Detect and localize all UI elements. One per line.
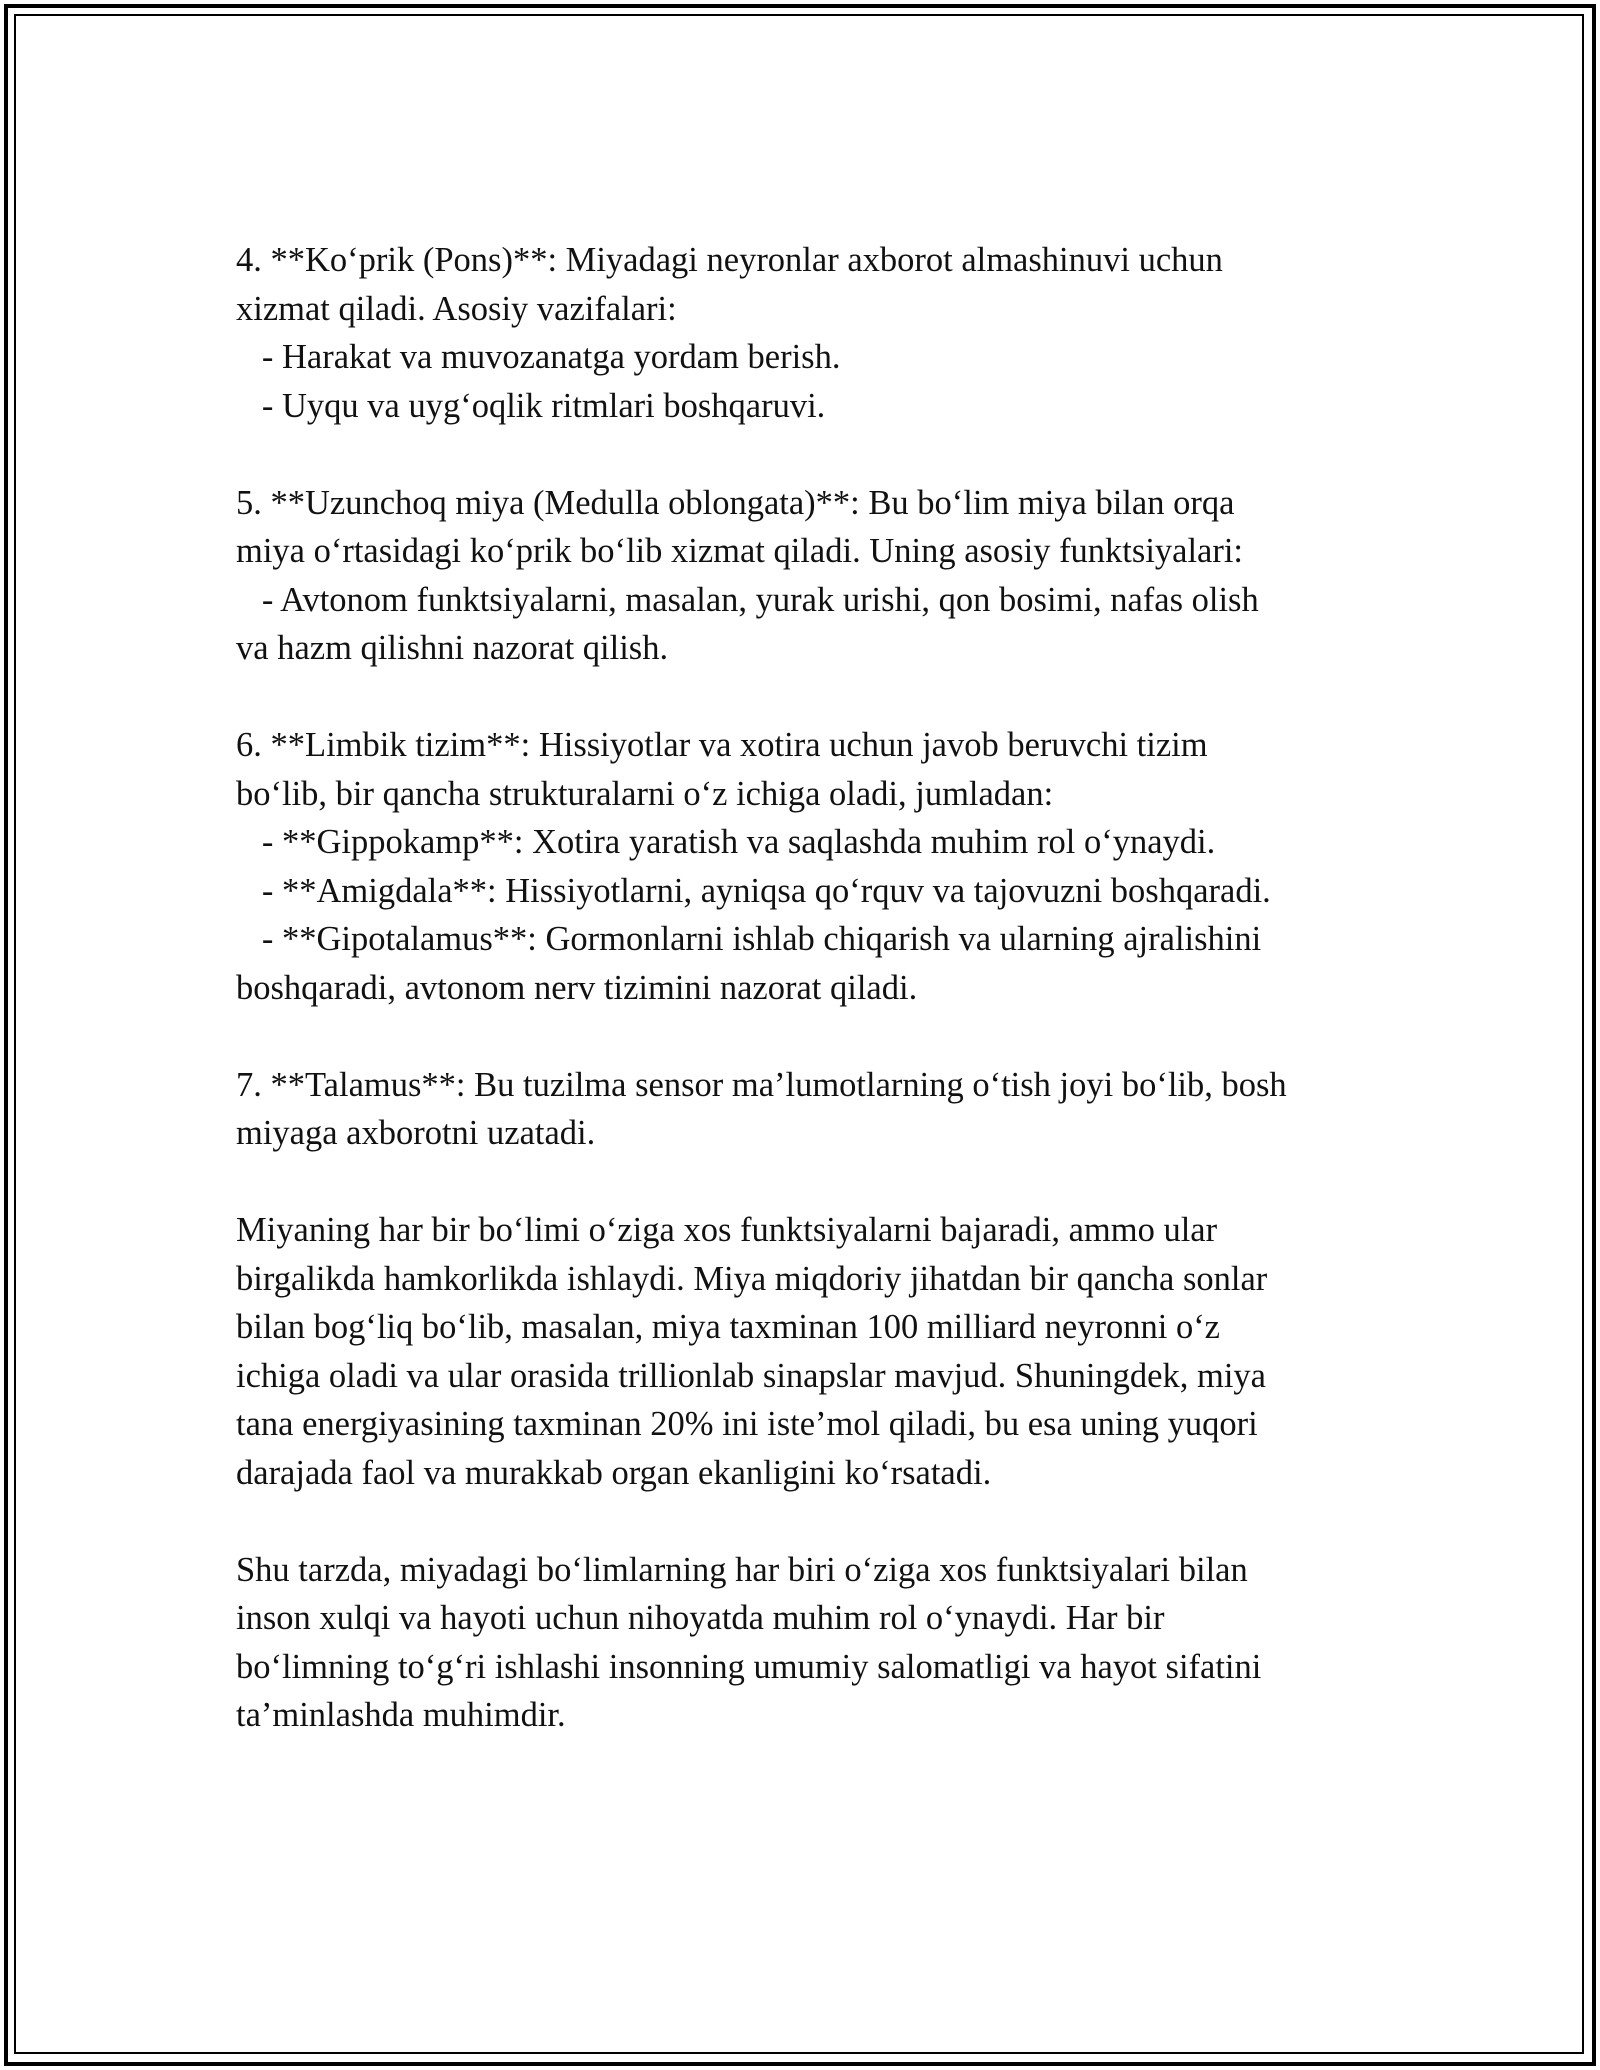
text-line: miyaga axborotni uzatadi. — [236, 1114, 596, 1152]
text-line: Miyaning har bir bo‘limi o‘ziga xos funktsiyalarni bajaradi, ammo ular — [236, 1211, 1218, 1249]
text-line: inson xulqi va hayoti uchun nihoyatda muhim rol o‘ynaydi. Har bir — [236, 1599, 1165, 1637]
document-body — [236, 236, 1376, 1788]
text-line: bo‘lib, bir qancha strukturalarni o‘z ichiga oladi, jumladan: — [236, 774, 1054, 813]
paragraph-conclusion — [236, 1546, 1376, 1740]
text-line: miya o‘rtasidagi ko‘prik bo‘lib xizmat qiladi. Uning asosiy funktsiyalari: — [236, 532, 1244, 570]
text-line: va hazm qilishni nazorat qilish. — [236, 629, 669, 667]
text-line: - **Amigdala**: Hissiyotlarni, ayniqsa qo‘rquv va tajovuzni boshqaradi. — [236, 871, 1271, 910]
paragraph-pons — [236, 236, 1376, 430]
text-line: ta’minlashda muhimdir. — [236, 1696, 566, 1734]
paragraph-limbic — [236, 721, 1376, 1012]
text-line: - Avtonom funktsiyalarni, masalan, yurak urishi, qon bosimi, nafas olish — [236, 580, 1259, 619]
paragraph-thalamus — [236, 1061, 1376, 1158]
text-line: 6. **Limbik tizim**: Hissiyotlar va xotira uchun javob beruvchi tizim — [236, 726, 1208, 764]
text-line: ichiga oladi va ular orasida trillionlab sinapslar mavjud. Shuningdek, miya — [236, 1356, 1266, 1395]
text-line: - **Gipotalamus**: Gormonlarni ishlab chiqarish va ularning ajralishini — [236, 920, 1262, 958]
text-line: - Uyqu va uyg‘oqlik ritmlari boshqaruvi. — [236, 386, 826, 425]
text-line: bilan bog‘liq bo‘lib, masalan, miya taxminan 100 milliard neyronni o‘z — [236, 1308, 1220, 1346]
paragraph-summary — [236, 1206, 1376, 1497]
text-line: bo‘limning to‘g‘ri ishlashi insonning umumiy salomatligi va hayot sifatini — [236, 1647, 1262, 1686]
text-line: darajada faol va murakkab organ ekanligini ko‘rsatadi. — [236, 1453, 992, 1492]
text-line: 7. **Talamus**: Bu tuzilma sensor ma’lumotlarning o‘tish joyi bo‘lib, bosh — [236, 1065, 1287, 1104]
text-line: - **Gippokamp**: Xotira yaratish va saqlashda muhim rol o‘ynaydi. — [236, 823, 1216, 861]
text-line: - Harakat va muvozanatga yordam berish. — [236, 338, 841, 376]
text-line: xizmat qiladi. Asosiy vazifalari: — [236, 289, 677, 328]
text-line: birgalikda hamkorlikda ishlaydi. Miya miqdoriy jihatdan bir qancha sonlar — [236, 1259, 1268, 1298]
text-line: 5. **Uzunchoq miya (Medulla oblongata)**: Bu bo‘lim miya bilan orqa — [236, 483, 1235, 522]
paragraph-medulla — [236, 479, 1376, 673]
text-line: 4. **Ko‘prik (Pons)**: Miyadagi neyronlar axborot almashinuvi uchun — [236, 241, 1223, 279]
text-line: tana energiyasining taxminan 20% ini iste’mol qiladi, bu esa uning yuqori — [236, 1405, 1258, 1443]
text-line: Shu tarzda, miyadagi bo‘limlarning har biri o‘ziga xos funktsiyalari bilan — [236, 1550, 1248, 1589]
text-line: boshqaradi, avtonom nerv tizimini nazorat qiladi. — [236, 968, 918, 1007]
